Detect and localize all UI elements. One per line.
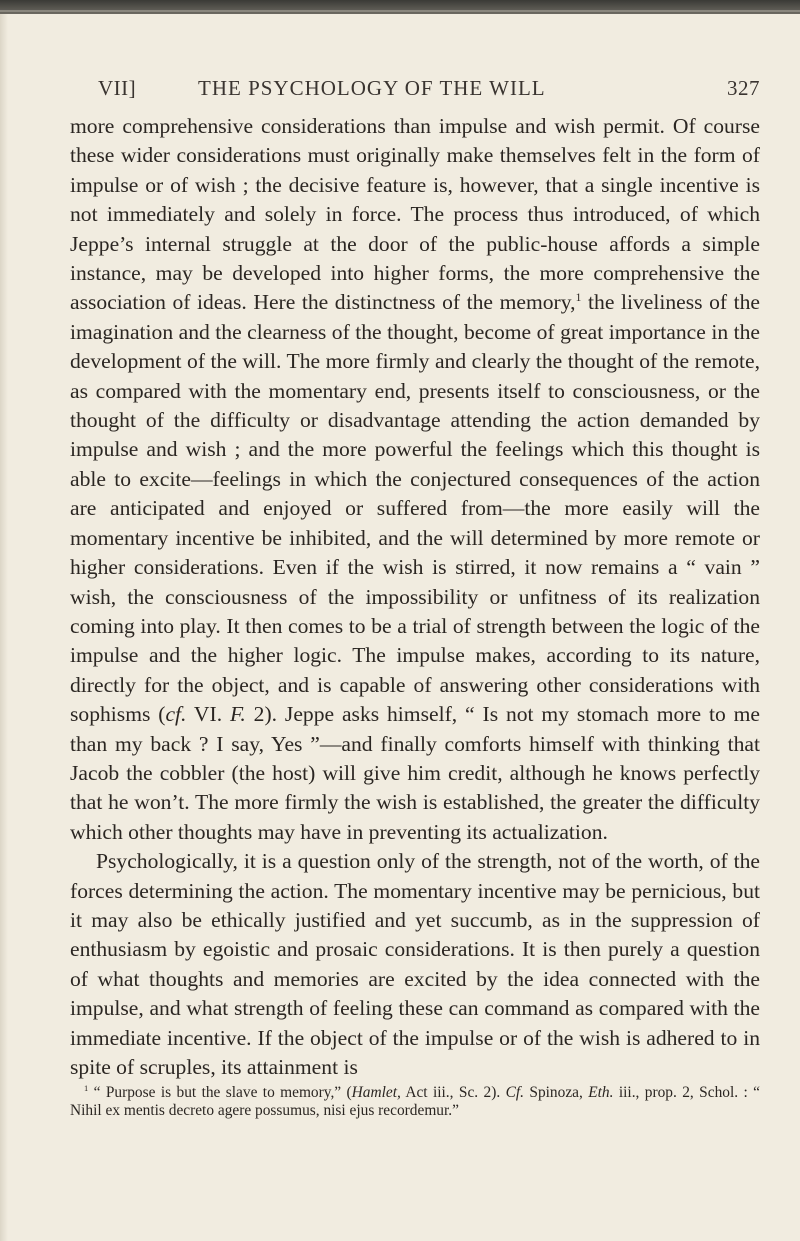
text-run: the liveliness of the imagination and the clearness of the thought, become of great importance in the development of the will. The more firmly and clearly the thought of the remote, as compared with the momentary end, presents itself to consciousness, or the thought of the difficulty or disadvantage attending the action demanded by impulse and wish ; and the more powerful the feelings which this thought is able to excite—feelings in which the conjectured consequences of the action are anticipated and enjoyed or suffered from—the more easily will the momentary incentive be inhibited, and the will determined by more remote or higher considerations. Even if the wish is stirred, it now remains a “ vain ” wish, the consciousness of the impossibility or unfitness of its realization coming into play. It then comes to be a trial of strength between the logic of the impulse and the higher logic. The impulse makes, according to its nature, directly for the object, and is capable of answering other considerations with sophisms ( [70, 290, 760, 727]
text-run: VI. [186, 702, 230, 727]
page-number: 327 [727, 76, 760, 100]
page-left-edge [0, 14, 8, 1241]
text-run: Act iii., Sc. 2). [400, 1084, 506, 1102]
italic-text: F. [229, 702, 246, 727]
text-run: Psychologically, it is a question only of the strength, not of the worth, of the forces determining the action. The momentary incentive may be pernicious, but it may also be ethically justified and yet succumb, as in the suppression of enthusiasm by egoistic and prosaic considerations. It is then purely a question of what thoughts and memories are excited by the idea connected with the impulse, and what strength of feeling these can command as compared with the immediate incentive. If the object of the impulse or of the wish is adhered to in spite of scruples, its attainment is [70, 849, 760, 1079]
italic-text: Cf. [505, 1084, 524, 1102]
paragraph-1 [70, 112, 760, 847]
italic-text: cf. [165, 702, 187, 727]
text-run: “ Purpose is but the slave to memory,” ( [88, 1084, 352, 1102]
running-title: THE PSYCHOLOGY OF THE WILL [198, 76, 546, 100]
text-run: more comprehensive considerations than impulse and wish permit. Of course these wider considerations must originally make themselves felt in the form of impulse or of wish ; the decisive feature is, however, that a single incentive is not immediately and solely in force. The process thus introduced, of which Jeppe’s internal struggle at the door of the public-house affords a simple instance, may be developed into higher forms, the more comprehensive the association of ideas. Here the distinctness of the memory, [70, 114, 760, 315]
footnote-marker: 1 [84, 1083, 89, 1094]
chapter-number: VII] [98, 76, 137, 100]
running-head [70, 70, 760, 110]
text-run: 2). Jeppe asks himself, “ Is not my stomach more to me than my back ? I say, Yes ”—and finally comforts himself with thinking that Jacob the cobbler (the host) will give him credit, although he knows perfectly that he won’t. The more firmly the wish is established, the greater the difficulty which other thoughts may have in preventing its actualization. [70, 702, 760, 844]
text-run: iii., prop. 2, Schol. : “ Nihil ex mentis decreto agere possumus, nisi ejus recordemur.” [70, 1084, 760, 1120]
page-top-edge [0, 0, 800, 14]
footnote [70, 1084, 760, 1120]
book-page [70, 70, 760, 1120]
text-run: Spinoza, [524, 1084, 589, 1102]
paragraph-2 [70, 847, 760, 1082]
body-text [70, 112, 760, 1082]
italic-text: Hamlet, [351, 1084, 401, 1102]
footnote-marker: 1 [575, 290, 582, 305]
footnote-text [70, 1084, 760, 1120]
italic-text: Eth. [588, 1084, 614, 1102]
